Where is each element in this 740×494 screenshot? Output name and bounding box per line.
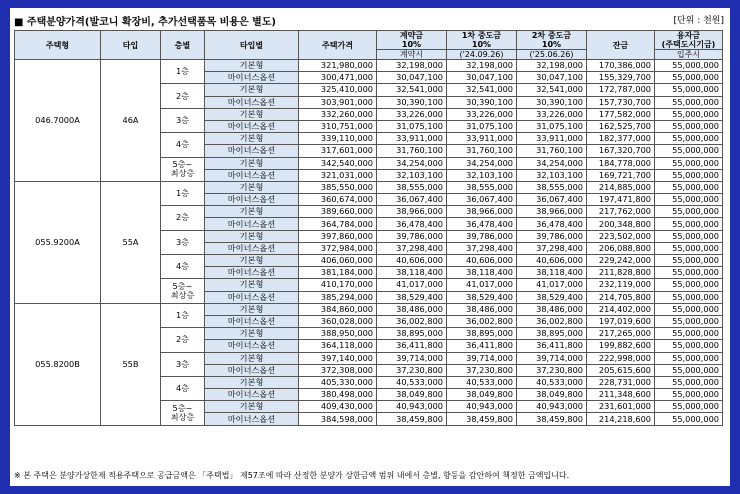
floor-cell: 4층	[161, 133, 205, 157]
loan-cell: 55,000,000	[655, 96, 723, 108]
loan-cell: 55,000,000	[655, 389, 723, 401]
deposit-cell: 40,533,000	[377, 376, 447, 388]
mid2-cell: 36,002,800	[517, 315, 587, 327]
option-cell: 마이너스옵션	[205, 291, 299, 303]
price-cell: 317,601,000	[299, 145, 377, 157]
balance-cell: 162,525,700	[587, 120, 655, 132]
mid1-cell: 32,103,100	[447, 169, 517, 181]
housing-type-cell: 055.8200B	[15, 303, 101, 425]
balance-cell: 197,019,600	[587, 315, 655, 327]
mid1-cell: 38,486,000	[447, 303, 517, 315]
floor-cell: 1층	[161, 60, 205, 84]
mid1-cell: 32,198,000	[447, 60, 517, 72]
option-cell: 마이너스옵션	[205, 389, 299, 401]
loan-cell: 55,000,000	[655, 303, 723, 315]
floor-cell: 2층	[161, 328, 205, 352]
col-price: 주택가격	[299, 31, 377, 60]
loan-cell: 55,000,000	[655, 230, 723, 242]
col-mid1-label: 1차 중도금	[461, 31, 502, 40]
deposit-cell: 36,411,800	[377, 340, 447, 352]
floor-cell: 2층	[161, 206, 205, 230]
table-body	[15, 60, 723, 426]
col-mid1	[447, 31, 517, 50]
floor-cell: 4층	[161, 376, 205, 400]
option-cell: 마이너스옵션	[205, 169, 299, 181]
balance-cell: 167,320,700	[587, 145, 655, 157]
price-cell: 325,410,000	[299, 84, 377, 96]
balance-cell: 223,502,000	[587, 230, 655, 242]
price-cell: 310,751,000	[299, 120, 377, 132]
mid1-cell: 31,760,100	[447, 145, 517, 157]
mid2-cell: 30,390,100	[517, 96, 587, 108]
deposit-cell: 39,714,000	[377, 352, 447, 364]
option-cell: 기본형	[205, 108, 299, 120]
mid2-cell: 36,478,400	[517, 218, 587, 230]
deposit-cell: 31,075,100	[377, 120, 447, 132]
price-cell: 332,260,000	[299, 108, 377, 120]
mid1-cell: 38,459,800	[447, 413, 517, 425]
type-cell: 55B	[101, 303, 161, 425]
deposit-cell: 30,390,100	[377, 96, 447, 108]
loan-cell: 55,000,000	[655, 364, 723, 376]
deposit-cell: 36,002,800	[377, 315, 447, 327]
floor-cell: 3층	[161, 230, 205, 254]
loan-cell: 55,000,000	[655, 120, 723, 132]
option-cell: 마이너스옵션	[205, 72, 299, 84]
balance-cell: 200,348,800	[587, 218, 655, 230]
mid1-cell: 31,075,100	[447, 120, 517, 132]
option-cell: 마이너스옵션	[205, 218, 299, 230]
mid1-cell: 41,017,000	[447, 279, 517, 291]
balance-cell: 197,471,800	[587, 194, 655, 206]
table-row	[15, 60, 723, 72]
mid2-cell: 32,103,100	[517, 169, 587, 181]
loan-cell: 55,000,000	[655, 145, 723, 157]
deposit-cell: 38,895,000	[377, 328, 447, 340]
option-cell: 기본형	[205, 352, 299, 364]
balance-cell: 177,582,000	[587, 108, 655, 120]
balance-cell: 211,828,800	[587, 267, 655, 279]
option-cell: 기본형	[205, 401, 299, 413]
mid2-cell: 38,118,400	[517, 267, 587, 279]
col-mid2-label: 2차 중도금	[531, 31, 572, 40]
deposit-cell: 33,226,000	[377, 108, 447, 120]
price-cell: 406,060,000	[299, 255, 377, 267]
price-cell: 339,110,000	[299, 133, 377, 145]
mid1-cell: 40,943,000	[447, 401, 517, 413]
mid1-cell: 40,606,000	[447, 255, 517, 267]
price-cell: 381,184,000	[299, 267, 377, 279]
option-cell: 기본형	[205, 328, 299, 340]
option-cell: 마이너스옵션	[205, 315, 299, 327]
mid1-cell: 38,555,000	[447, 181, 517, 193]
price-cell: 397,140,000	[299, 352, 377, 364]
balance-cell: 232,119,000	[587, 279, 655, 291]
mid1-cell: 40,533,000	[447, 376, 517, 388]
deposit-cell: 41,017,000	[377, 279, 447, 291]
deposit-cell: 37,230,800	[377, 364, 447, 376]
deposit-cell: 32,103,100	[377, 169, 447, 181]
mid1-cell: 30,047,100	[447, 72, 517, 84]
housing-type-cell: 055.9200A	[15, 181, 101, 303]
mid2-cell: 37,230,800	[517, 364, 587, 376]
deposit-cell: 38,459,800	[377, 413, 447, 425]
balance-cell: 205,615,600	[587, 364, 655, 376]
deposit-cell: 39,786,000	[377, 230, 447, 242]
col-floor: 층별	[161, 31, 205, 60]
loan-cell: 55,000,000	[655, 401, 723, 413]
housing-type-cell: 046.7000A	[15, 60, 101, 182]
price-cell: 372,308,000	[299, 364, 377, 376]
deposit-cell: 32,198,000	[377, 60, 447, 72]
option-cell: 기본형	[205, 279, 299, 291]
deposit-cell: 36,067,400	[377, 194, 447, 206]
price-cell: 384,860,000	[299, 303, 377, 315]
price-cell: 397,860,000	[299, 230, 377, 242]
price-cell: 384,598,000	[299, 413, 377, 425]
mid2-cell: 38,049,800	[517, 389, 587, 401]
mid1-cell: 39,786,000	[447, 230, 517, 242]
mid1-cell: 37,230,800	[447, 364, 517, 376]
balance-cell: 170,386,000	[587, 60, 655, 72]
balance-cell: 217,265,000	[587, 328, 655, 340]
price-cell: 360,028,000	[299, 315, 377, 327]
price-cell: 360,674,000	[299, 194, 377, 206]
mid2-cell: 36,067,400	[517, 194, 587, 206]
col-mid1-date: ('24.09.26)	[447, 50, 517, 60]
balance-cell: 172,787,000	[587, 84, 655, 96]
mid2-cell: 39,714,000	[517, 352, 587, 364]
loan-cell: 55,000,000	[655, 133, 723, 145]
loan-cell: 55,000,000	[655, 315, 723, 327]
price-cell: 300,471,000	[299, 72, 377, 84]
loan-cell: 55,000,000	[655, 328, 723, 340]
loan-cell: 55,000,000	[655, 84, 723, 96]
floor-cell: 3층	[161, 352, 205, 376]
unit-label: [단위 : 천원]	[673, 16, 724, 26]
loan-cell: 55,000,000	[655, 352, 723, 364]
col-housing-type: 주택형	[15, 31, 101, 60]
loan-cell: 55,000,000	[655, 218, 723, 230]
mid2-cell: 38,895,000	[517, 328, 587, 340]
loan-cell: 55,000,000	[655, 413, 723, 425]
document-title: ■ 주택분양가격(발코니 확장비, 추가선택품목 비용은 별도)	[14, 17, 276, 28]
mid1-cell: 36,067,400	[447, 194, 517, 206]
floor-cell: 2층	[161, 84, 205, 108]
loan-cell: 55,000,000	[655, 267, 723, 279]
balance-cell: 217,762,000	[587, 206, 655, 218]
balance-cell: 222,998,000	[587, 352, 655, 364]
mid2-cell: 33,226,000	[517, 108, 587, 120]
price-cell: 380,498,000	[299, 389, 377, 401]
price-cell: 409,430,000	[299, 401, 377, 413]
option-cell: 기본형	[205, 303, 299, 315]
floor-cell: 5층~ 최상층	[161, 279, 205, 303]
balance-cell: 206,088,800	[587, 242, 655, 254]
deposit-cell: 36,478,400	[377, 218, 447, 230]
deposit-cell: 40,943,000	[377, 401, 447, 413]
floor-cell: 4층	[161, 255, 205, 279]
price-table	[14, 30, 723, 426]
deposit-cell: 33,911,000	[377, 133, 447, 145]
col-type-option: 타입별	[205, 31, 299, 60]
balance-cell: 199,882,600	[587, 340, 655, 352]
price-cell: 303,901,000	[299, 96, 377, 108]
mid1-cell: 38,966,000	[447, 206, 517, 218]
mid2-cell: 37,298,400	[517, 242, 587, 254]
price-cell: 389,660,000	[299, 206, 377, 218]
balance-cell: 214,218,600	[587, 413, 655, 425]
price-cell: 405,330,000	[299, 376, 377, 388]
loan-cell: 55,000,000	[655, 242, 723, 254]
col-mid1-pct: 10%	[471, 40, 492, 49]
mid1-cell: 33,911,000	[447, 133, 517, 145]
mid1-cell: 38,118,400	[447, 267, 517, 279]
deposit-cell: 37,298,400	[377, 242, 447, 254]
col-deposit-pct: 10%	[401, 40, 422, 49]
balance-cell: 229,242,000	[587, 255, 655, 267]
floor-cell: 5층~ 최상층	[161, 157, 205, 181]
deposit-cell: 34,254,000	[377, 157, 447, 169]
deposit-cell: 38,118,400	[377, 267, 447, 279]
mid1-cell: 32,541,000	[447, 84, 517, 96]
price-cell: 385,550,000	[299, 181, 377, 193]
loan-cell: 55,000,000	[655, 60, 723, 72]
price-document	[10, 8, 730, 486]
loan-cell: 55,000,000	[655, 108, 723, 120]
mid2-cell: 32,541,000	[517, 84, 587, 96]
price-cell: 342,540,000	[299, 157, 377, 169]
option-cell: 기본형	[205, 255, 299, 267]
balance-cell: 214,885,000	[587, 181, 655, 193]
price-cell: 410,170,000	[299, 279, 377, 291]
deposit-cell: 32,541,000	[377, 84, 447, 96]
option-cell: 마이너스옵션	[205, 120, 299, 132]
type-cell: 46A	[101, 60, 161, 182]
mid2-cell: 31,760,100	[517, 145, 587, 157]
mid1-cell: 37,298,400	[447, 242, 517, 254]
price-cell: 321,980,000	[299, 60, 377, 72]
option-cell: 마이너스옵션	[205, 413, 299, 425]
balance-cell: 214,402,000	[587, 303, 655, 315]
mid1-cell: 33,226,000	[447, 108, 517, 120]
option-cell: 기본형	[205, 84, 299, 96]
col-loan-sub: (주택도시기금)	[661, 40, 716, 49]
deposit-cell: 38,555,000	[377, 181, 447, 193]
mid1-cell: 38,529,400	[447, 291, 517, 303]
col-loan	[655, 31, 723, 50]
price-cell: 372,984,000	[299, 242, 377, 254]
mid1-cell: 38,895,000	[447, 328, 517, 340]
floor-cell: 1층	[161, 181, 205, 205]
mid2-cell: 40,606,000	[517, 255, 587, 267]
mid2-cell: 36,411,800	[517, 340, 587, 352]
mid1-cell: 39,714,000	[447, 352, 517, 364]
mid2-cell: 32,198,000	[517, 60, 587, 72]
mid2-cell: 34,254,000	[517, 157, 587, 169]
table-row	[15, 303, 723, 315]
deposit-cell: 38,049,800	[377, 389, 447, 401]
col-loan-label: 융자금	[676, 31, 701, 40]
mid2-cell: 30,047,100	[517, 72, 587, 84]
table-header	[15, 31, 723, 60]
option-cell: 기본형	[205, 230, 299, 242]
loan-cell: 55,000,000	[655, 169, 723, 181]
balance-cell: 169,721,700	[587, 169, 655, 181]
option-cell: 마이너스옵션	[205, 267, 299, 279]
col-at-contract: 계약시	[377, 50, 447, 60]
table-row	[15, 181, 723, 193]
option-cell: 기본형	[205, 181, 299, 193]
loan-cell: 55,000,000	[655, 255, 723, 267]
mid1-cell: 30,390,100	[447, 96, 517, 108]
balance-cell: 228,731,000	[587, 376, 655, 388]
option-cell: 기본형	[205, 157, 299, 169]
balance-cell: 157,730,700	[587, 96, 655, 108]
floor-cell: 3층	[161, 108, 205, 132]
col-mid2	[517, 31, 587, 50]
mid2-cell: 31,075,100	[517, 120, 587, 132]
col-balance: 잔금	[587, 31, 655, 60]
loan-cell: 55,000,000	[655, 279, 723, 291]
loan-cell: 55,000,000	[655, 376, 723, 388]
loan-cell: 55,000,000	[655, 291, 723, 303]
mid1-cell: 34,254,000	[447, 157, 517, 169]
price-cell: 388,950,000	[299, 328, 377, 340]
option-cell: 마이너스옵션	[205, 194, 299, 206]
mid2-cell: 38,486,000	[517, 303, 587, 315]
deposit-cell: 38,486,000	[377, 303, 447, 315]
mid1-cell: 36,411,800	[447, 340, 517, 352]
loan-cell: 55,000,000	[655, 340, 723, 352]
loan-cell: 55,000,000	[655, 194, 723, 206]
col-mid2-date: ('25.06.26)	[517, 50, 587, 60]
mid2-cell: 38,555,000	[517, 181, 587, 193]
floor-cell: 5층~ 최상층	[161, 401, 205, 425]
loan-cell: 55,000,000	[655, 72, 723, 84]
balance-cell: 214,705,800	[587, 291, 655, 303]
mid1-cell: 38,049,800	[447, 389, 517, 401]
mid1-cell: 36,478,400	[447, 218, 517, 230]
mid2-cell: 40,943,000	[517, 401, 587, 413]
option-cell: 마이너스옵션	[205, 364, 299, 376]
price-cell: 364,784,000	[299, 218, 377, 230]
mid2-cell: 33,911,000	[517, 133, 587, 145]
option-cell: 마이너스옵션	[205, 242, 299, 254]
mid2-cell: 39,786,000	[517, 230, 587, 242]
col-type: 타입	[101, 31, 161, 60]
option-cell: 기본형	[205, 133, 299, 145]
balance-cell: 211,348,600	[587, 389, 655, 401]
col-mid2-pct: 10%	[541, 40, 562, 49]
price-cell: 385,294,000	[299, 291, 377, 303]
price-cell: 364,118,000	[299, 340, 377, 352]
deposit-cell: 31,760,100	[377, 145, 447, 157]
option-cell: 기본형	[205, 206, 299, 218]
footnote: ※ 본 주택은 분양가상한제 적용주택으로 공급금액은 「주택법」 제57조에 따라 산정한 분양가 상한금액 범위 내에서 층별, 향등을 감안하여 책정한 금액입니다.	[14, 471, 570, 480]
option-cell: 마이너스옵션	[205, 340, 299, 352]
loan-cell: 55,000,000	[655, 181, 723, 193]
mid2-cell: 38,966,000	[517, 206, 587, 218]
option-cell: 마이너스옵션	[205, 145, 299, 157]
loan-cell: 55,000,000	[655, 157, 723, 169]
mid2-cell: 38,459,800	[517, 413, 587, 425]
col-at-movein: 입주시	[655, 50, 723, 60]
deposit-cell: 38,966,000	[377, 206, 447, 218]
option-cell: 기본형	[205, 376, 299, 388]
mid2-cell: 40,533,000	[517, 376, 587, 388]
balance-cell: 155,329,700	[587, 72, 655, 84]
deposit-cell: 40,606,000	[377, 255, 447, 267]
floor-cell: 1층	[161, 303, 205, 327]
option-cell: 마이너스옵션	[205, 96, 299, 108]
mid2-cell: 41,017,000	[517, 279, 587, 291]
loan-cell: 55,000,000	[655, 206, 723, 218]
col-deposit-label: 계약금	[399, 31, 424, 40]
deposit-cell: 38,529,400	[377, 291, 447, 303]
balance-cell: 182,377,000	[587, 133, 655, 145]
option-cell: 기본형	[205, 60, 299, 72]
col-deposit	[377, 31, 447, 50]
balance-cell: 231,601,000	[587, 401, 655, 413]
balance-cell: 184,778,000	[587, 157, 655, 169]
mid1-cell: 36,002,800	[447, 315, 517, 327]
deposit-cell: 30,047,100	[377, 72, 447, 84]
price-cell: 321,031,000	[299, 169, 377, 181]
type-cell: 55A	[101, 181, 161, 303]
mid2-cell: 38,529,400	[517, 291, 587, 303]
